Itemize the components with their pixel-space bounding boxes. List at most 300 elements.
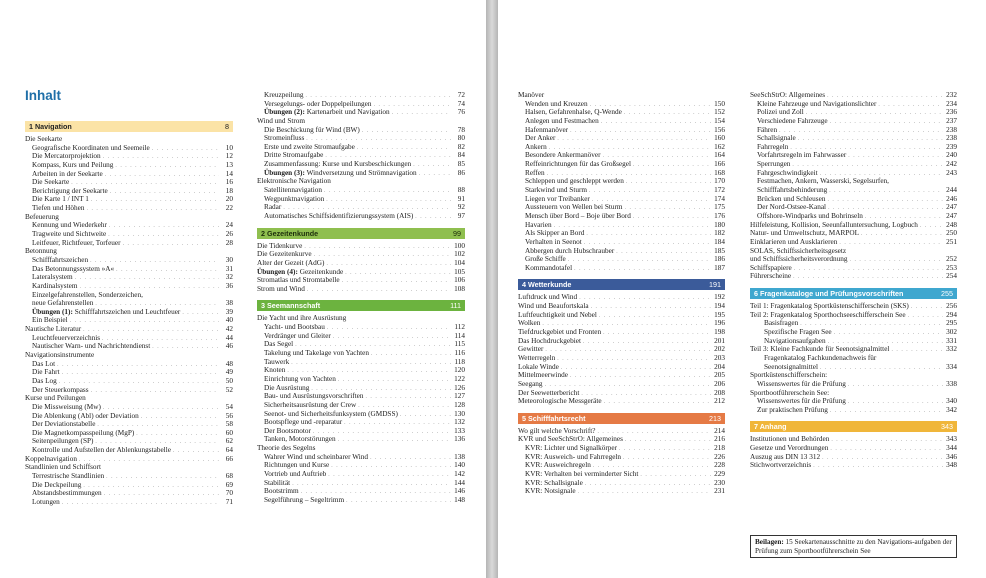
toc-entry-page: 58 xyxy=(225,420,233,429)
toc-entry[interactable] xyxy=(25,204,233,213)
dot-leader xyxy=(830,407,943,416)
toc-entry[interactable] xyxy=(25,230,233,239)
toc-entry[interactable] xyxy=(257,375,465,384)
dot-leader xyxy=(813,462,943,471)
toc-entry[interactable] xyxy=(518,470,725,479)
section-title: 5 Schifffahrtsrecht xyxy=(522,413,586,423)
toc-entry[interactable] xyxy=(518,363,725,372)
toc-entry[interactable] xyxy=(25,334,233,343)
toc-entry[interactable] xyxy=(750,169,957,178)
toc-entry[interactable] xyxy=(750,177,957,186)
section-header[interactable] xyxy=(750,288,957,299)
toc-entry[interactable] xyxy=(257,117,465,126)
toc-entry[interactable] xyxy=(25,152,233,161)
toc-entry-page: 162 xyxy=(714,142,725,151)
dot-leader xyxy=(345,269,451,278)
supplements-note xyxy=(750,535,957,558)
toc-entry[interactable] xyxy=(518,319,725,328)
toc-entry[interactable] xyxy=(750,143,957,152)
toc-entry[interactable] xyxy=(257,349,465,358)
toc-entry[interactable] xyxy=(518,380,725,389)
toc-entry[interactable] xyxy=(25,265,233,274)
toc-entry[interactable] xyxy=(750,238,957,247)
toc-entry[interactable] xyxy=(518,293,725,302)
toc-entry[interactable] xyxy=(750,100,957,109)
toc-entry[interactable] xyxy=(257,195,465,204)
toc-entry[interactable] xyxy=(257,203,465,212)
toc-entry-page: 91 xyxy=(457,194,465,203)
toc-entry[interactable] xyxy=(750,264,957,273)
toc-entry-page: 32 xyxy=(225,273,233,282)
toc-entry-title: Anlegen und Festmachen xyxy=(525,116,599,125)
toc-entry[interactable] xyxy=(518,345,725,354)
toc-entry-page: 66 xyxy=(225,454,233,463)
toc-entry-title: Kurse und Peilungen xyxy=(25,394,86,403)
toc-entry-title: Nautischer Warn- und Nachrichtendienst xyxy=(32,342,151,351)
toc-entry-page: 174 xyxy=(714,194,725,203)
toc-entry[interactable] xyxy=(257,435,465,444)
toc-entry[interactable] xyxy=(257,487,465,496)
toc-entry[interactable] xyxy=(518,221,725,230)
toc-entry[interactable] xyxy=(518,453,725,462)
dot-leader xyxy=(182,309,219,318)
toc-entry[interactable] xyxy=(25,291,233,300)
toc-entry[interactable] xyxy=(257,340,465,349)
toc-entry[interactable] xyxy=(257,212,465,221)
toc-entry[interactable] xyxy=(257,444,465,453)
toc-entry-title: Luftdruck und Wind xyxy=(518,293,578,302)
toc-entry[interactable] xyxy=(750,371,957,380)
toc-entry[interactable] xyxy=(25,316,233,325)
toc-entry[interactable] xyxy=(518,328,725,337)
toc-entry[interactable] xyxy=(25,342,233,351)
toc-entry[interactable] xyxy=(25,239,233,248)
section-title: 6 Fragenkataloge und Prüfungsvorschriften xyxy=(754,289,904,299)
toc-entry[interactable] xyxy=(518,311,725,320)
toc-entry[interactable] xyxy=(750,328,957,337)
toc-entry[interactable] xyxy=(257,401,465,410)
toc-entry-page: 71 xyxy=(225,497,233,506)
toc-entry-page: 30 xyxy=(225,255,233,264)
toc-entry-title: Erste und zweite Stromaufgabe xyxy=(264,142,355,151)
toc-entry-page: 16 xyxy=(225,178,233,187)
toc-entry-page: 22 xyxy=(225,204,233,213)
toc-entry-page: 208 xyxy=(714,388,725,397)
toc-entry[interactable] xyxy=(257,91,465,100)
toc-entry[interactable] xyxy=(750,311,957,320)
toc-entry[interactable] xyxy=(25,481,233,490)
toc-entry[interactable] xyxy=(750,435,957,444)
toc-entry-title: Verhalten in Seenot xyxy=(525,237,582,246)
toc-entry[interactable] xyxy=(518,487,725,496)
toc-entry[interactable] xyxy=(750,126,957,135)
toc-entry[interactable] xyxy=(25,403,233,412)
toc-entry[interactable] xyxy=(25,282,233,291)
toc-entry-title: Kardinalsystem xyxy=(32,281,78,290)
toc-entry[interactable] xyxy=(750,108,957,117)
toc-column-2 xyxy=(257,91,465,505)
toc-entry[interactable] xyxy=(25,351,233,360)
section-page-number: 111 xyxy=(450,301,461,311)
dot-leader xyxy=(415,213,451,222)
toc-entry[interactable] xyxy=(750,160,957,169)
toc-entry-page: 198 xyxy=(714,328,725,337)
toc-entry[interactable] xyxy=(750,380,957,389)
toc-entry-title: Teil 3: Kleine Fachkunde für Seenotsignalmittel xyxy=(750,345,890,354)
toc-entry-title: Die Deckpeilung xyxy=(32,480,82,489)
dot-leader xyxy=(557,355,711,364)
toc-entry-title: Abbergen durch Hubschrauber xyxy=(525,246,615,255)
toc-entry[interactable] xyxy=(518,203,725,212)
toc-entry-page: 253 xyxy=(946,263,957,272)
section-header[interactable] xyxy=(518,413,725,424)
toc-entry[interactable] xyxy=(257,427,465,436)
toc-entry-title: Berichtigung der Seekarte xyxy=(32,186,108,195)
toc-entry-page: 248 xyxy=(946,220,957,229)
toc-entry[interactable] xyxy=(750,151,957,160)
dot-leader xyxy=(91,387,219,396)
dot-leader xyxy=(827,196,943,205)
toc-entry-title: Das Lot xyxy=(32,359,56,368)
toc-entry-page: 348 xyxy=(946,461,957,470)
toc-entry[interactable] xyxy=(518,354,725,363)
dot-leader xyxy=(70,317,219,326)
toc-entry-title: Der Deviationstabelle xyxy=(32,420,96,429)
toc-entry[interactable] xyxy=(25,420,233,429)
toc-entry[interactable] xyxy=(25,360,233,369)
toc-entry[interactable] xyxy=(750,453,957,462)
dot-leader xyxy=(583,338,711,347)
toc-entry[interactable] xyxy=(25,308,233,317)
toc-entry-title: Die Beschickung für Wind (BW) xyxy=(264,125,360,134)
dot-leader xyxy=(794,265,943,274)
toc-entry-title: SOLAS, Schiffssicherheitsgesetz xyxy=(750,246,847,255)
toc-entry[interactable] xyxy=(257,186,465,195)
toc-entry-title: Wahrer Wind und scheinbarer Wind xyxy=(264,452,369,461)
toc-entry[interactable] xyxy=(25,368,233,377)
section-header[interactable] xyxy=(257,300,465,311)
toc-entry[interactable] xyxy=(518,169,725,178)
toc-entry[interactable] xyxy=(518,143,725,152)
toc-entry[interactable] xyxy=(518,160,725,169)
toc-entry[interactable] xyxy=(750,247,957,256)
toc-entry-page: 82 xyxy=(457,142,465,151)
toc-entry[interactable] xyxy=(750,444,957,453)
toc-entry[interactable] xyxy=(25,472,233,481)
toc-entry[interactable] xyxy=(750,354,957,363)
toc-entry-title: Die Tidenkurve xyxy=(257,241,303,250)
toc-entry-page: 346 xyxy=(946,452,957,461)
toc-entry[interactable] xyxy=(750,302,957,311)
toc-entry[interactable] xyxy=(750,91,957,100)
toc-entry-page: 12 xyxy=(225,152,233,161)
toc-entry-title: und Schiffssicherheitsverordnung xyxy=(750,255,848,264)
dot-leader xyxy=(328,471,451,480)
toc-entry[interactable] xyxy=(750,337,957,346)
toc-entry[interactable] xyxy=(750,212,957,221)
toc-entry[interactable] xyxy=(750,255,957,264)
toc-entry[interactable] xyxy=(25,429,233,438)
toc-entry[interactable] xyxy=(750,186,957,195)
toc-entry-title: Die Seekarte xyxy=(32,178,70,187)
section-page-number: 255 xyxy=(941,289,953,299)
toc-entry-title: Verdränger und Gleiter xyxy=(264,331,331,340)
toc-entry[interactable] xyxy=(750,229,957,238)
toc-entry[interactable] xyxy=(25,144,233,153)
toc-entry-page: 204 xyxy=(714,362,725,371)
toc-entry[interactable] xyxy=(257,177,465,186)
toc-entry[interactable] xyxy=(518,108,725,117)
toc-entry[interactable] xyxy=(25,325,233,334)
toc-entry[interactable] xyxy=(518,337,725,346)
toc-entry-page: 52 xyxy=(225,385,233,394)
toc-entry-title: Sportbootführerschein See: xyxy=(750,388,830,397)
toc-entry[interactable] xyxy=(750,345,957,354)
toc-entry[interactable] xyxy=(518,177,725,186)
toc-entry-title: Zur praktischen Prüfung xyxy=(757,405,828,414)
toc-entry-title: Wegpunktnavigation xyxy=(264,194,325,203)
toc-entry[interactable] xyxy=(750,117,957,126)
toc-entry[interactable] xyxy=(518,91,725,100)
dot-leader xyxy=(141,413,219,422)
toc-entry[interactable] xyxy=(518,126,725,135)
toc-entry-title: Segelführung – Segeltrimm xyxy=(264,495,345,504)
toc-entry-page: 100 xyxy=(454,241,465,250)
toc-entry-title: Dritte Stromaufgabe xyxy=(264,151,324,160)
toc-entry-title: Stromatlas und Stromtabelle xyxy=(257,276,340,285)
toc-entry-page: 242 xyxy=(946,160,957,169)
toc-entry[interactable] xyxy=(257,323,465,332)
toc-entry-title: Mittelmeerwinde xyxy=(518,371,568,380)
toc-entry[interactable] xyxy=(750,221,957,230)
toc-entry[interactable] xyxy=(518,461,725,470)
toc-entry-page: 295 xyxy=(946,319,957,328)
toc-entry-title: Tiefdruckgebiet und Fronten xyxy=(518,328,602,337)
dot-leader xyxy=(327,324,451,333)
toc-entry[interactable] xyxy=(25,489,233,498)
toc-entry[interactable] xyxy=(518,389,725,398)
toc-entry[interactable] xyxy=(25,187,233,196)
toc-entry[interactable] xyxy=(750,397,957,406)
toc-entry[interactable] xyxy=(518,371,725,380)
section-header[interactable] xyxy=(257,228,465,239)
toc-entry-title: Fahrregeln xyxy=(757,142,789,151)
toc-entry[interactable] xyxy=(750,203,957,212)
section-header[interactable] xyxy=(750,421,957,432)
toc-entry-title: Übungen (4): Gezeitenkunde xyxy=(257,267,344,276)
toc-entry[interactable] xyxy=(257,453,465,462)
toc-entry[interactable] xyxy=(25,195,233,204)
dot-leader xyxy=(545,346,711,355)
dot-leader xyxy=(307,286,451,295)
toc-entry[interactable] xyxy=(257,250,465,259)
toc-entry[interactable] xyxy=(25,412,233,421)
toc-entry[interactable] xyxy=(518,397,725,406)
toc-entry[interactable] xyxy=(518,186,725,195)
toc-entry[interactable] xyxy=(25,299,233,308)
toc-entry[interactable] xyxy=(257,143,465,152)
toc-entry[interactable] xyxy=(257,392,465,401)
toc-entry-page: 136 xyxy=(454,435,465,444)
toc-entry[interactable] xyxy=(257,108,465,117)
toc-entry-page: 192 xyxy=(714,293,725,302)
toc-entry[interactable] xyxy=(257,242,465,251)
toc-entry-page: 44 xyxy=(225,333,233,342)
toc-entry[interactable] xyxy=(518,151,725,160)
toc-entry-page: 212 xyxy=(714,397,725,406)
toc-entry[interactable] xyxy=(257,461,465,470)
toc-entry-title: Wolken xyxy=(518,319,541,328)
toc-entry[interactable] xyxy=(518,255,725,264)
toc-entry-page: 144 xyxy=(454,478,465,487)
toc-entry-title: Schifffahrtszeichen xyxy=(32,255,89,264)
dot-leader xyxy=(579,294,711,303)
toc-entry-title: Übungen (2): Kartenarbeit und Navigation xyxy=(264,108,390,117)
toc-entry-title: Vortrieb und Auftrieb xyxy=(264,469,327,478)
toc-entry[interactable] xyxy=(518,435,725,444)
toc-entry-title: Yacht- und Bootsbau xyxy=(264,323,325,332)
dot-leader xyxy=(362,127,451,136)
toc-entry[interactable] xyxy=(25,256,233,265)
toc-entry-title: Einrichtung von Yachten xyxy=(264,374,336,383)
toc-entry[interactable] xyxy=(518,229,725,238)
toc-entry[interactable] xyxy=(518,264,725,273)
toc-entry[interactable] xyxy=(750,319,957,328)
dot-leader xyxy=(561,364,711,373)
toc-entry[interactable] xyxy=(518,238,725,247)
toc-entry-title: Der Steuerkompass xyxy=(32,385,89,394)
toc-entry[interactable] xyxy=(257,314,465,323)
toc-entry[interactable] xyxy=(257,126,465,135)
toc-entry-page: 230 xyxy=(714,478,725,487)
supplements-label: Beilagen: xyxy=(755,538,784,546)
dot-leader xyxy=(626,178,711,187)
toc-entry[interactable] xyxy=(518,247,725,256)
toc-entry-page: 250 xyxy=(946,229,957,238)
toc-entry[interactable] xyxy=(257,160,465,169)
toc-entry[interactable] xyxy=(25,213,233,222)
section-page-number: 191 xyxy=(709,280,721,290)
toc-entry[interactable] xyxy=(25,377,233,386)
toc-entry[interactable] xyxy=(257,496,465,505)
toc-entry-page: 39 xyxy=(225,307,233,316)
toc-entry-page: 68 xyxy=(225,471,233,480)
dot-leader xyxy=(798,135,943,144)
toc-entry[interactable] xyxy=(25,437,233,446)
toc-entry[interactable] xyxy=(750,389,957,398)
toc-entry-page: 14 xyxy=(225,169,233,178)
toc-entry[interactable] xyxy=(257,410,465,419)
toc-entry[interactable] xyxy=(518,479,725,488)
toc-entry[interactable] xyxy=(257,169,465,178)
toc-entry[interactable] xyxy=(750,363,957,372)
toc-entry[interactable] xyxy=(25,394,233,403)
section-header[interactable] xyxy=(25,121,233,132)
toc-entry[interactable] xyxy=(750,406,957,415)
toc-entry-title: Schiffspapiere xyxy=(750,263,792,272)
toc-entry[interactable] xyxy=(257,134,465,143)
toc-entry[interactable] xyxy=(518,444,725,453)
dot-leader xyxy=(820,364,943,373)
toc-entry-title: Theorie des Segelns xyxy=(257,444,316,453)
toc-entry[interactable] xyxy=(25,498,233,507)
toc-entry[interactable] xyxy=(25,247,233,256)
toc-entry[interactable] xyxy=(257,384,465,393)
toc-entry[interactable] xyxy=(257,259,465,268)
toc-entry[interactable] xyxy=(257,358,465,367)
toc-entry[interactable] xyxy=(257,479,465,488)
toc-entry[interactable] xyxy=(25,135,233,144)
toc-entry-page: 205 xyxy=(714,371,725,380)
toc-entry-page: 237 xyxy=(946,116,957,125)
toc-entry[interactable] xyxy=(518,302,725,311)
toc-entry[interactable] xyxy=(25,161,233,170)
toc-entry[interactable] xyxy=(518,212,725,221)
toc-entry[interactable] xyxy=(257,418,465,427)
toc-entry[interactable] xyxy=(750,195,957,204)
toc-entry[interactable] xyxy=(25,446,233,455)
toc-entry-title: Vorfahrtsregeln im Fahrwasser xyxy=(757,151,847,160)
toc-entry[interactable] xyxy=(25,455,233,464)
dot-leader xyxy=(62,499,219,508)
toc-entry[interactable] xyxy=(25,463,233,472)
toc-entry[interactable] xyxy=(257,276,465,285)
toc-entry[interactable] xyxy=(257,285,465,294)
toc-entry[interactable] xyxy=(750,461,957,470)
toc-entry[interactable] xyxy=(25,178,233,187)
toc-entry[interactable] xyxy=(750,272,957,281)
toc-entry-title: Als Skipper an Bord xyxy=(525,229,585,238)
toc-entry[interactable] xyxy=(257,151,465,160)
toc-entry[interactable] xyxy=(25,386,233,395)
toc-entry-page: 142 xyxy=(454,469,465,478)
toc-entry[interactable] xyxy=(518,427,725,436)
toc-entry-title: Bootspflege und -reparatur xyxy=(264,418,343,427)
toc-entry-title: Teil 1: Fragenkatalog Sportküstenschifferschein (SKS) xyxy=(750,302,909,311)
toc-entry-title: Takelung und Takelage von Yachten xyxy=(264,349,369,358)
toc-entry[interactable] xyxy=(518,100,725,109)
section-title: 4 Wetterkunde xyxy=(522,280,572,290)
toc-entry[interactable] xyxy=(257,470,465,479)
toc-entry[interactable] xyxy=(257,268,465,277)
toc-entry[interactable] xyxy=(518,117,725,126)
toc-entry[interactable] xyxy=(518,134,725,143)
dot-leader xyxy=(333,333,451,342)
toc-entry[interactable] xyxy=(257,100,465,109)
toc-entry-title: Alter der Gezeit (AdG) xyxy=(257,258,325,267)
toc-entry-page: 254 xyxy=(946,272,957,281)
toc-entry-page: 64 xyxy=(225,446,233,455)
toc-entry[interactable] xyxy=(25,170,233,179)
toc-entry-title: Meteorologische Messgeräte xyxy=(518,397,602,406)
toc-entry[interactable] xyxy=(25,221,233,230)
toc-entry-title: Die Magnetkompasspeilung (MgP) xyxy=(32,428,135,437)
toc-entry[interactable] xyxy=(257,332,465,341)
toc-entry-page: 138 xyxy=(454,452,465,461)
toc-entry-page: 238 xyxy=(946,134,957,143)
toc-entry[interactable] xyxy=(25,273,233,282)
section-header[interactable] xyxy=(518,279,725,290)
toc-entry[interactable] xyxy=(750,134,957,143)
toc-entry-title: Spezifische Fragen See xyxy=(764,328,832,337)
toc-entry-title: Ankern xyxy=(525,142,547,151)
dot-leader xyxy=(891,346,943,355)
toc-entry[interactable] xyxy=(518,195,725,204)
toc-entry-title: Natur- und Umweltschutz, MARPOL xyxy=(750,229,859,238)
toc-entry[interactable] xyxy=(257,366,465,375)
toc-entry-page: 247 xyxy=(946,211,957,220)
toc-entry-page: 26 xyxy=(225,230,233,239)
